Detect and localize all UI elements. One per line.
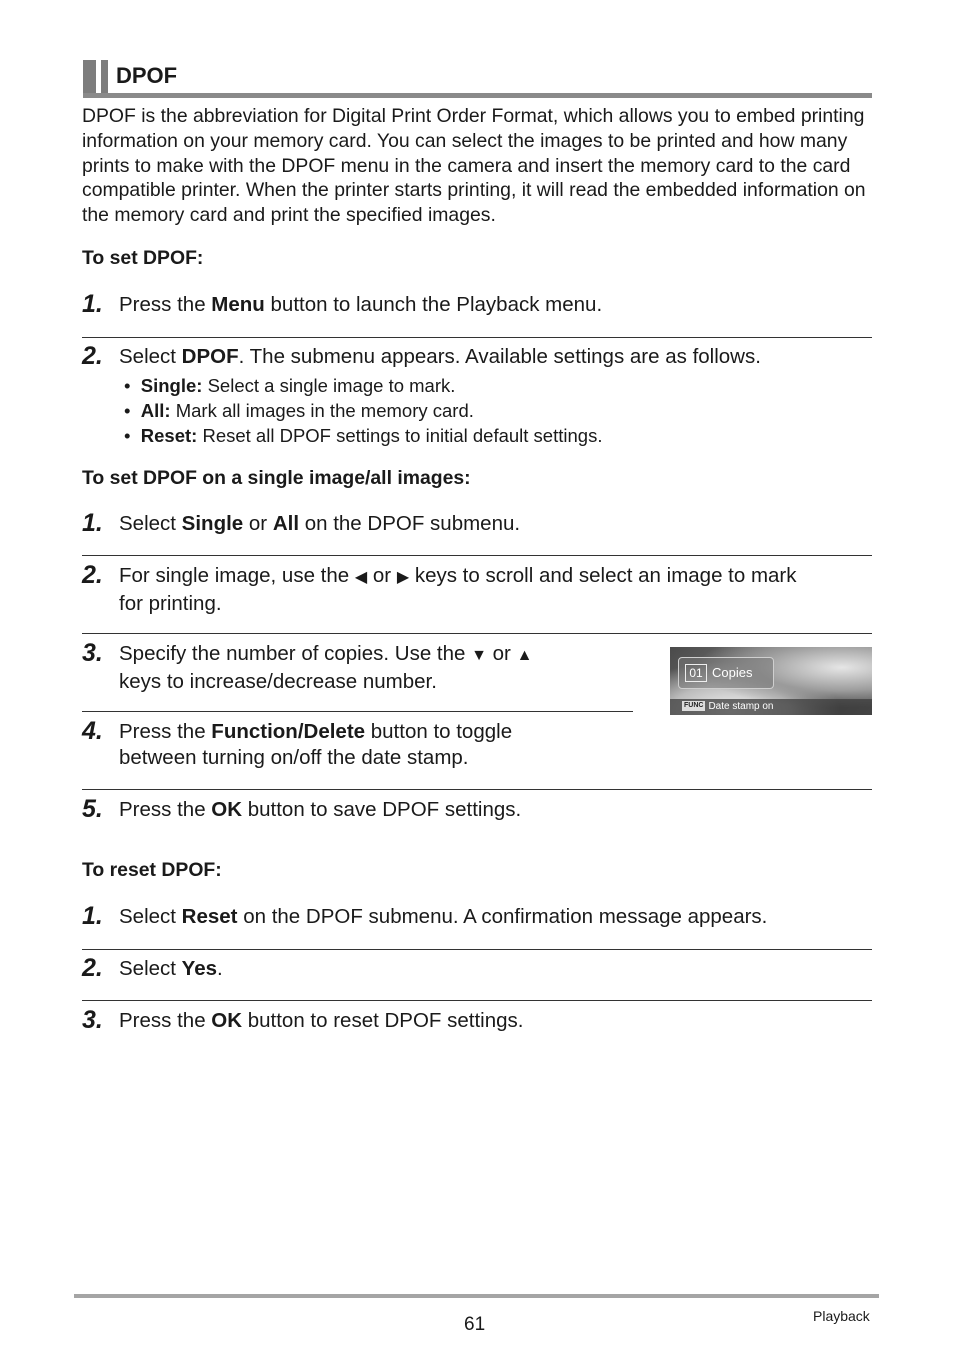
copies-value: 01 <box>685 664 707 682</box>
left-arrow-icon: ◀ <box>354 569 368 586</box>
step-number: 5. <box>82 795 103 823</box>
section-title-single-all: To set DPOF on a single image/all images: <box>82 467 471 489</box>
copies-selector <box>678 657 774 689</box>
camera-screen-image <box>670 647 872 715</box>
step-number: 4. <box>82 717 103 745</box>
date-stamp-text: Date stamp on <box>708 701 774 712</box>
step-number: 1. <box>82 509 103 537</box>
footer-rule <box>74 1294 879 1298</box>
right-arrow-icon: ▶ <box>396 569 410 586</box>
step-divider <box>82 337 872 338</box>
step-divider <box>82 555 872 556</box>
step-number: 2. <box>82 342 103 370</box>
section-title-set-dpof: To set DPOF: <box>82 247 204 269</box>
step-divider <box>82 711 633 712</box>
step-divider <box>82 949 872 950</box>
step-text: Press the OK button to save DPOF settings. <box>119 798 522 821</box>
step-number: 2. <box>82 954 103 982</box>
copies-label: Copies <box>712 665 753 680</box>
step-text: Press the Menu button to launch the Playback menu. <box>119 293 603 316</box>
func-button-icon: FUNC <box>684 702 704 710</box>
step-text: Select Yes. <box>119 957 223 980</box>
step-text: Select Reset on the DPOF submenu. A confirmation message appears. <box>119 905 768 928</box>
step-text: Select DPOF. The submenu appears. Available settings are as follows. <box>119 345 761 368</box>
step-text: Press the OK button to reset DPOF settings. <box>119 1009 524 1032</box>
step-number: 2. <box>82 561 103 589</box>
heading-bar-left <box>83 60 96 96</box>
bullet-item-all: • All: Mark all images in the memory card. <box>124 400 474 421</box>
step-text: Specify the number of copies. Use the ▼ or ▲ keys to increase/decrease number. <box>119 642 533 693</box>
step-number: 1. <box>82 290 103 318</box>
step-text: For single image, use the ◀ or ▶ keys to scroll and select an image to mark for printing. <box>119 564 797 615</box>
page-title: DPOF <box>116 63 178 88</box>
heading-underline <box>83 93 872 98</box>
intro-paragraph: DPOF is the abbreviation for Digital Print Order Format, which allows you to embed printing information on your memory card. You can select the images to be printed and how many prints to make with the DPOF menu in the camera and insert the memory card to the card compatible printer. When the printer starts printing, it will read the embedded information on the memory card and print the specified images. <box>82 105 866 227</box>
page-number: 61 <box>464 1314 486 1335</box>
down-arrow-icon: ▼ <box>471 647 487 664</box>
heading-bar-right <box>101 60 108 96</box>
step-divider <box>82 1000 872 1001</box>
step-number: 1. <box>82 902 103 930</box>
bullet-item-reset: • Reset: Reset all DPOF settings to initial default settings. <box>124 425 603 446</box>
step-text: Press the Function/Delete button to toggle between turning on/off the date stamp. <box>119 720 513 769</box>
step-divider <box>82 789 872 790</box>
section-name: Playback <box>813 1308 870 1324</box>
date-stamp-bar <box>670 699 872 715</box>
up-arrow-icon: ▲ <box>516 647 533 664</box>
bullet-item-single: • Single: Select a single image to mark. <box>124 375 456 396</box>
step-text: Select Single or All on the DPOF submenu. <box>119 512 521 535</box>
step-number: 3. <box>82 1006 103 1034</box>
step-divider <box>82 633 872 634</box>
step-number: 3. <box>82 639 103 667</box>
section-title-reset-dpof: To reset DPOF: <box>82 859 222 881</box>
